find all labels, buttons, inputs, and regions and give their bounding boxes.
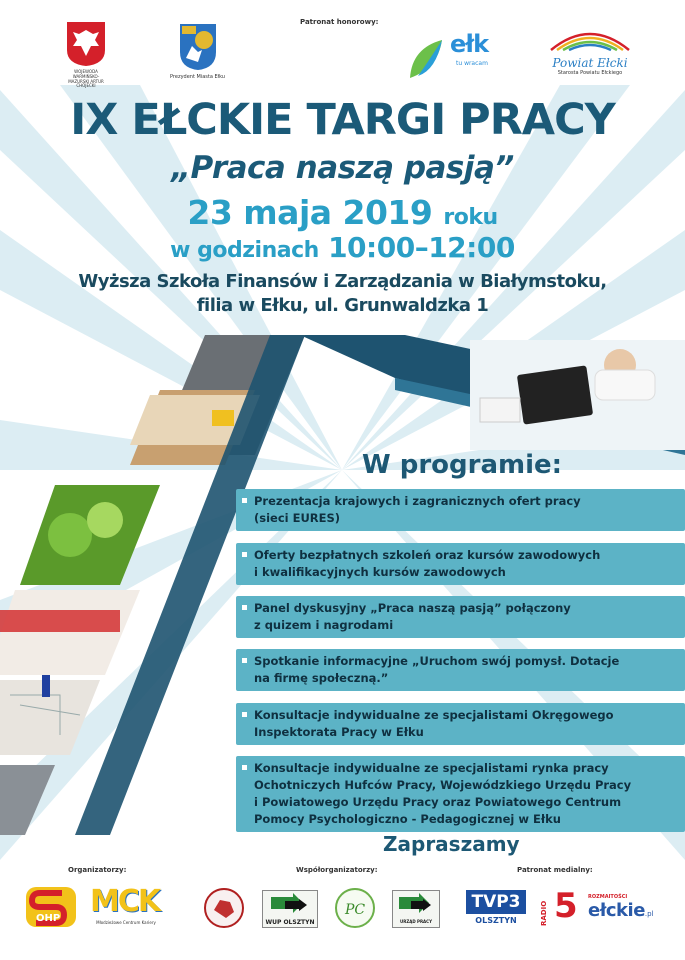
coorganizer-seal-logo	[204, 888, 244, 928]
program-item-text: Inspektorata Pracy w Ełku	[254, 725, 424, 739]
program-item	[236, 543, 685, 585]
voivode-emblem	[63, 20, 109, 89]
program-item-text: z quizem i nagrodami	[254, 618, 394, 632]
venue-line-2: filia w Ełku, ul. Grunwaldzka 1	[196, 295, 489, 316]
program-item-text: Oferty bezpłatnych szkoleń oraz kursów zawodowych	[254, 548, 601, 562]
elk-tagline: tu wracam	[456, 60, 488, 67]
program-item	[236, 703, 685, 745]
program-item	[236, 596, 685, 638]
event-hours-prefix: w godzinach	[170, 238, 319, 263]
mck-caption: Młodzieżowe Centrum Kariery	[96, 920, 156, 925]
event-title: IX EŁCKIE TARGI PRACY	[70, 95, 615, 145]
voivode-caption: WOJEWODA WARMIŃSKO-MAZURSKI ARTUR CHOJECKI	[68, 69, 104, 89]
elckie-pl: .pl	[644, 910, 654, 918]
event-date-suffix: roku	[443, 205, 498, 230]
radio-number: 5	[554, 886, 578, 926]
svg-text:PC: PC	[345, 902, 366, 918]
program-item-text: (sieci EURES)	[254, 511, 341, 525]
organizers-label: Organizatorzy:	[68, 866, 127, 874]
event-date: 23 maja 2019	[187, 193, 433, 232]
patronat-label: Patronat honorowy:	[300, 18, 379, 26]
program-item-text: Pomocy Psychologiczno - Pedagogicznej w Ełku	[254, 812, 561, 826]
mck-text: MCK	[90, 884, 160, 919]
event-date-line	[0, 193, 685, 232]
program-item	[236, 649, 685, 691]
event-hours-line	[0, 231, 685, 264]
bullet-icon	[242, 765, 247, 770]
elckie-text: ełckie	[588, 900, 645, 921]
bullet-icon	[242, 605, 247, 610]
bullet-icon	[242, 712, 247, 717]
elckie-logo	[588, 894, 678, 926]
event-motto: „Praca naszą pasją”	[171, 150, 514, 186]
ohp-text: OHP	[36, 913, 61, 924]
program-item	[236, 756, 685, 832]
program-item-text: Ochotniczych Hufców Pracy, Wojewódzkiego Urzędu Pracy	[254, 778, 632, 792]
ohp-logo	[22, 885, 80, 929]
coorganizers-label: Współorganizatorzy:	[296, 866, 378, 874]
tvp3-logo	[466, 890, 526, 932]
powiat-logo-text: Powiat Ełcki	[552, 56, 628, 70]
closing-invite: Zapraszamy	[383, 832, 520, 856]
tablet-photo	[470, 340, 685, 450]
bullet-icon	[242, 658, 247, 663]
media-label: Patronat medialny:	[517, 866, 593, 874]
radio5-logo	[540, 886, 582, 930]
pc-circle-icon	[337, 890, 373, 926]
wup-logo	[262, 890, 318, 928]
program-item-text: i Powiatowego Urzędu Pracy oraz Powiatowego Centrum	[254, 795, 622, 809]
wup-arrows-icon	[263, 891, 317, 915]
president-caption: Prezydent Miasta Ełku	[170, 74, 225, 80]
program-item-text: Prezentacja krajowych i zagranicznych ofert pracy	[254, 494, 581, 508]
event-hours: 10:00–12:00	[328, 231, 515, 264]
program-item-text: Konsultacje indywidualne ze specjalistami Okręgowego	[254, 708, 614, 722]
bird-logo-icon	[408, 38, 444, 80]
program-item-text: Spotkanie informacyjne „Uruchom swój pomysł. Dotacje	[254, 654, 620, 668]
radio-text: RADIO	[540, 900, 548, 926]
program-item-text: Konsultacje indywidualne ze specjalistami rynka pracy	[254, 761, 609, 775]
program-item	[236, 489, 685, 531]
city-crest-icon	[178, 22, 218, 70]
elckie-small-text: ROZMAITOŚCI	[588, 894, 628, 900]
president-emblem	[170, 22, 230, 80]
pup-text: URZĄD PRACY	[400, 919, 432, 924]
mck-logo	[90, 884, 162, 930]
tvp3-text: TVP3	[466, 890, 526, 914]
wup-text: WUP OLSZTYN	[265, 919, 315, 926]
pup-logo	[392, 890, 440, 928]
venue-line-1: Wyższa Szkoła Finansów i Zarządzania w Białymstoku,	[78, 271, 607, 292]
map-seal-icon	[206, 890, 242, 926]
pup-arrows-icon	[393, 891, 439, 915]
rainbow-hills-icon	[545, 24, 635, 52]
sewing-photo	[0, 590, 140, 675]
program-heading: W programie:	[362, 450, 563, 480]
bullet-icon	[242, 498, 247, 503]
program-item-text: na firmę społeczną.”	[254, 671, 389, 685]
powiat-caption: Starosta Powiatu Ełckiego	[557, 70, 623, 76]
tvp3-city: OLSZTYN	[475, 916, 517, 925]
eagle-emblem-icon	[63, 20, 109, 66]
program-item-text: i kwalifikacyjnych kursów zawodowych	[254, 565, 506, 579]
electronics-photo	[0, 765, 55, 835]
powiat-logo	[540, 24, 640, 84]
elk-logo-text: ełk	[450, 30, 489, 58]
pc-logo	[335, 888, 375, 928]
program-item-text: Panel dyskusyjny „Praca naszą pasją” połączony	[254, 601, 571, 615]
elk-city-logo	[408, 30, 518, 80]
bullet-icon	[242, 552, 247, 557]
